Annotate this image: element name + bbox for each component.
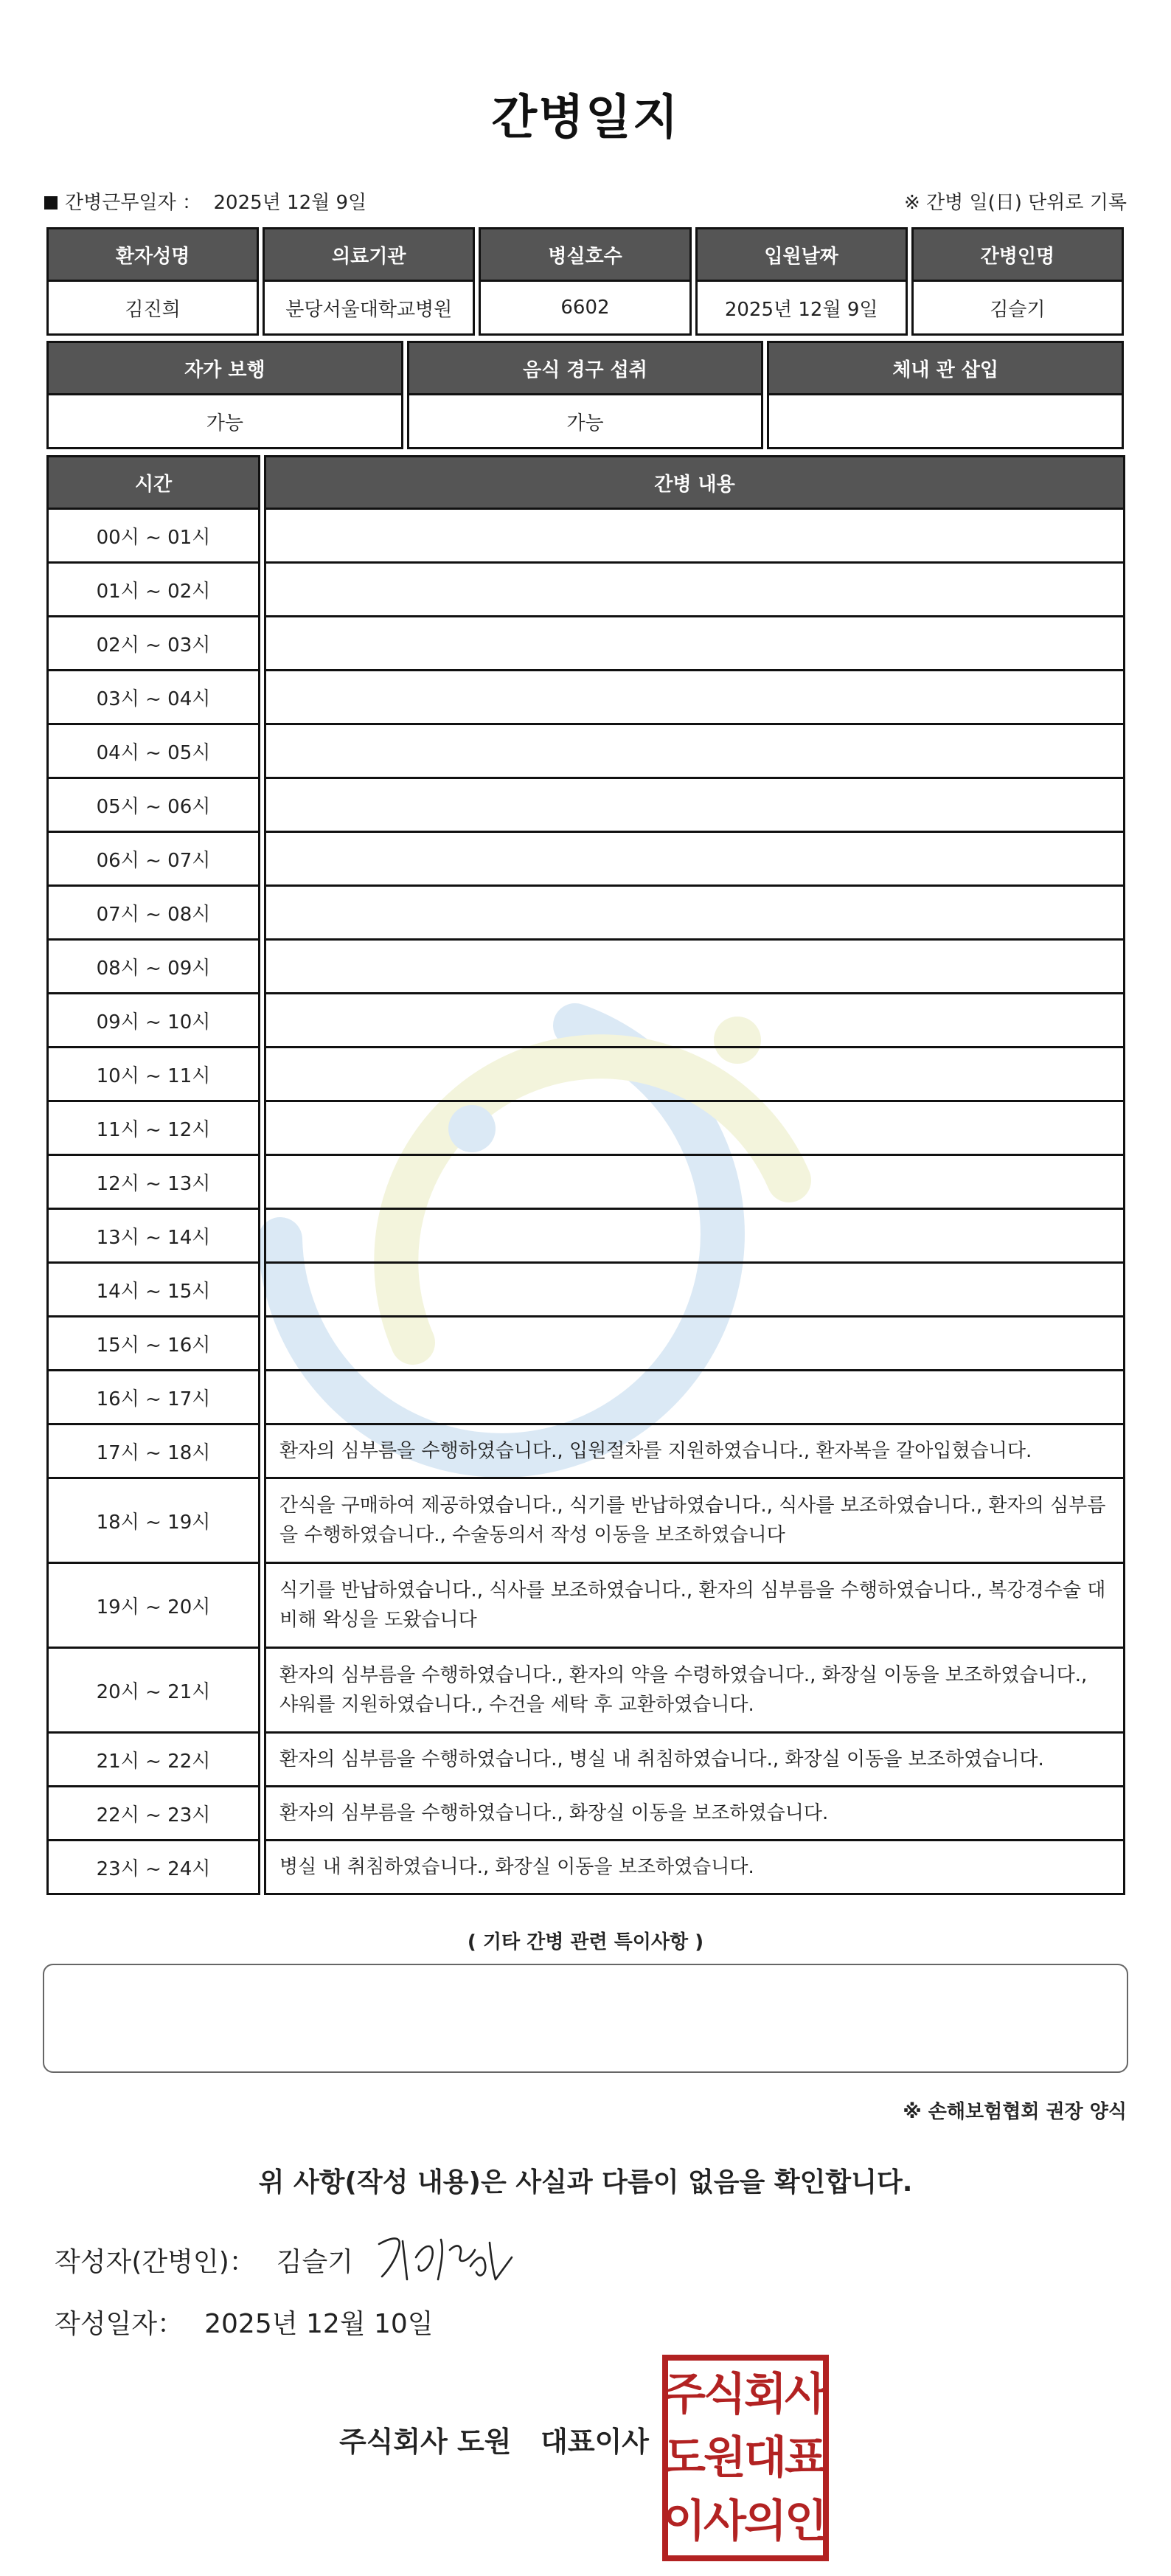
table-row (46, 1210, 1125, 1264)
written-date-label: 작성일자： (55, 2309, 184, 2339)
seal-character: 회 (744, 2369, 787, 2420)
time-slot: 01시 ~ 02시 (46, 564, 260, 617)
header-care-content: 간병 내용 (264, 455, 1125, 510)
table-row (46, 617, 1125, 671)
table-row (46, 1734, 1125, 1787)
page-title: 간병일지 (491, 91, 680, 145)
company-signature: 주식회사 도원 대표이사 (339, 2426, 649, 2458)
confirmation-statement: 위 사항(작성 내용)은 사실과 다름이 없음을 확인합니다. (258, 2167, 913, 2198)
writer-name: 김슬기 (276, 2247, 354, 2277)
care-content: 환자의 심부름을 수행하였습니다., 병실 내 취침하였습니다., 화장실 이동을 보조하였습니다. (264, 1734, 1125, 1787)
handwritten-signature (373, 2228, 521, 2287)
seal-character: 인 (785, 2496, 827, 2547)
time-slot: 18시 ~ 19시 (46, 1479, 260, 1564)
caregiver-name: 김슬기 (911, 282, 1124, 336)
care-content (264, 1318, 1125, 1371)
time-slot: 17시 ~ 18시 (46, 1425, 260, 1479)
care-content (264, 833, 1125, 887)
time-slot: 12시 ~ 13시 (46, 1156, 260, 1210)
table-row (46, 1787, 1125, 1841)
time-slot: 08시 ~ 09시 (46, 941, 260, 994)
care-content: 간식을 구매하여 제공하였습니다., 식기를 반납하였습니다., 식사를 보조하였습니다., 환자의 심부름을 수행하였습니다., 수술동의서 작성 이동을 보조하였습니다 (264, 1479, 1125, 1564)
hospital-name: 분당서울대학교병원 (263, 282, 475, 336)
time-slot: 02시 ~ 03시 (46, 617, 260, 671)
table-row (46, 1264, 1125, 1318)
work-date-value: 2025년 12월 9일 (213, 192, 367, 214)
notes-box (43, 1964, 1128, 2073)
care-content (264, 725, 1125, 779)
written-date-line (55, 2303, 434, 2341)
seal-character: 사 (703, 2496, 746, 2547)
header-patient-name: 환자성명 (46, 227, 259, 282)
care-content (264, 510, 1125, 564)
time-slot: 07시 ~ 08시 (46, 887, 260, 941)
header-admission-date: 입원날짜 (695, 227, 908, 282)
care-content (264, 671, 1125, 725)
table-row (46, 1841, 1125, 1895)
care-content (264, 994, 1125, 1048)
time-slot: 20시 ~ 21시 (46, 1649, 260, 1734)
company-seal (662, 2355, 829, 2561)
writer-line (55, 2241, 353, 2279)
time-slot: 13시 ~ 14시 (46, 1210, 260, 1264)
time-slot: 11시 ~ 12시 (46, 1102, 260, 1156)
seal-character: 사 (785, 2369, 827, 2420)
time-slot: 16시 ~ 17시 (46, 1371, 260, 1425)
time-slot: 19시 ~ 20시 (46, 1564, 260, 1649)
seal-character: 표 (785, 2432, 827, 2484)
table-row (46, 564, 1125, 617)
care-content: 식기를 반납하였습니다., 식사를 보조하였습니다., 환자의 심부름을 수행하였습니다., 복강경수술 대비해 왁싱을 도왔습니다 (264, 1564, 1125, 1649)
table-row (46, 1156, 1125, 1210)
header-self-walking: 자가 보행 (46, 341, 403, 395)
writer-label: 작성자(간병인)： (55, 2247, 256, 2277)
care-content (264, 1102, 1125, 1156)
care-content (264, 941, 1125, 994)
header-tube-insertion: 체내 관 삽입 (767, 341, 1124, 395)
header-caregiver: 간병인명 (911, 227, 1124, 282)
time-slot: 23시 ~ 24시 (46, 1841, 260, 1895)
time-slot: 22시 ~ 23시 (46, 1787, 260, 1841)
header-hospital: 의료기관 (263, 227, 475, 282)
patient-name: 김진희 (46, 282, 259, 336)
time-slot: 04시 ~ 05시 (46, 725, 260, 779)
care-content: 환자의 심부름을 수행하였습니다., 화장실 이동을 보조하였습니다. (264, 1787, 1125, 1841)
care-content: 환자의 심부름을 수행하였습니다., 환자의 약을 수령하였습니다., 화장실 이동을 보조하였습니다., 샤워를 지원하였습니다., 수건을 세탁 후 교환하였습니다. (264, 1649, 1125, 1734)
table-row (46, 671, 1125, 725)
time-slot: 21시 ~ 22시 (46, 1734, 260, 1787)
time-slot: 03시 ~ 04시 (46, 671, 260, 725)
table-row (46, 1048, 1125, 1102)
written-date-value: 2025년 12월 10일 (204, 2309, 434, 2339)
care-content (264, 564, 1125, 617)
care-content (264, 1371, 1125, 1425)
table-row (46, 887, 1125, 941)
time-slot: 06시 ~ 07시 (46, 833, 260, 887)
table-row (46, 941, 1125, 994)
recommend-note: ※ 손해보험협회 권장 양식 (903, 2101, 1127, 2123)
seal-character: 주 (663, 2369, 706, 2420)
patient-status-table (43, 341, 1127, 449)
admission-date: 2025년 12월 9일 (695, 282, 908, 336)
care-content (264, 779, 1125, 833)
header-time: 시간 (46, 455, 260, 510)
oral-intake-value: 가능 (407, 395, 764, 449)
care-content (264, 617, 1125, 671)
seal-character: 대 (744, 2432, 787, 2484)
table-row (46, 1649, 1125, 1734)
seal-character: 식 (703, 2369, 746, 2420)
table-row (46, 510, 1125, 564)
table-row (46, 1564, 1125, 1649)
time-slot: 14시 ~ 15시 (46, 1264, 260, 1318)
care-content: 환자의 심부름을 수행하였습니다., 입원절차를 지원하였습니다., 환자복을 갈아입혔습니다. (264, 1425, 1125, 1479)
work-date (44, 187, 366, 215)
care-content (264, 1210, 1125, 1264)
table-row (46, 1371, 1125, 1425)
time-slot: 05시 ~ 06시 (46, 779, 260, 833)
table-row (46, 1102, 1125, 1156)
seal-character: 도 (663, 2432, 706, 2484)
record-note: ※ 간병 일(日) 단위로 기록 (903, 192, 1127, 214)
table-row (46, 994, 1125, 1048)
header-oral-intake: 음식 경구 섭취 (407, 341, 764, 395)
care-log-table (43, 455, 1129, 1895)
header-room: 병실호수 (479, 227, 691, 282)
time-slot: 10시 ~ 11시 (46, 1048, 260, 1102)
seal-character: 의 (744, 2496, 787, 2547)
care-content: 병실 내 취침하였습니다., 화장실 이동을 보조하였습니다. (264, 1841, 1125, 1895)
table-row (46, 1479, 1125, 1564)
work-date-label: 간병근무일자 ： (65, 192, 201, 214)
room-number: 6602 (479, 282, 691, 336)
seal-character: 이 (663, 2496, 706, 2547)
patient-info-table (43, 227, 1127, 336)
square-bullet-icon (44, 196, 58, 210)
time-slot: 09시 ~ 10시 (46, 994, 260, 1048)
table-row (46, 779, 1125, 833)
table-row (46, 833, 1125, 887)
time-slot: 00시 ~ 01시 (46, 510, 260, 564)
tube-insertion-value (767, 395, 1124, 449)
time-slot: 15시 ~ 16시 (46, 1318, 260, 1371)
care-content (264, 1264, 1125, 1318)
care-content (264, 1156, 1125, 1210)
table-row (46, 725, 1125, 779)
self-walking-value: 가능 (46, 395, 403, 449)
seal-character: 원 (703, 2432, 746, 2484)
care-content (264, 1048, 1125, 1102)
care-content (264, 887, 1125, 941)
notes-title: ( 기타 간병 관련 특이사항 ) (467, 1931, 704, 1953)
table-row (46, 1425, 1125, 1479)
table-row (46, 1318, 1125, 1371)
